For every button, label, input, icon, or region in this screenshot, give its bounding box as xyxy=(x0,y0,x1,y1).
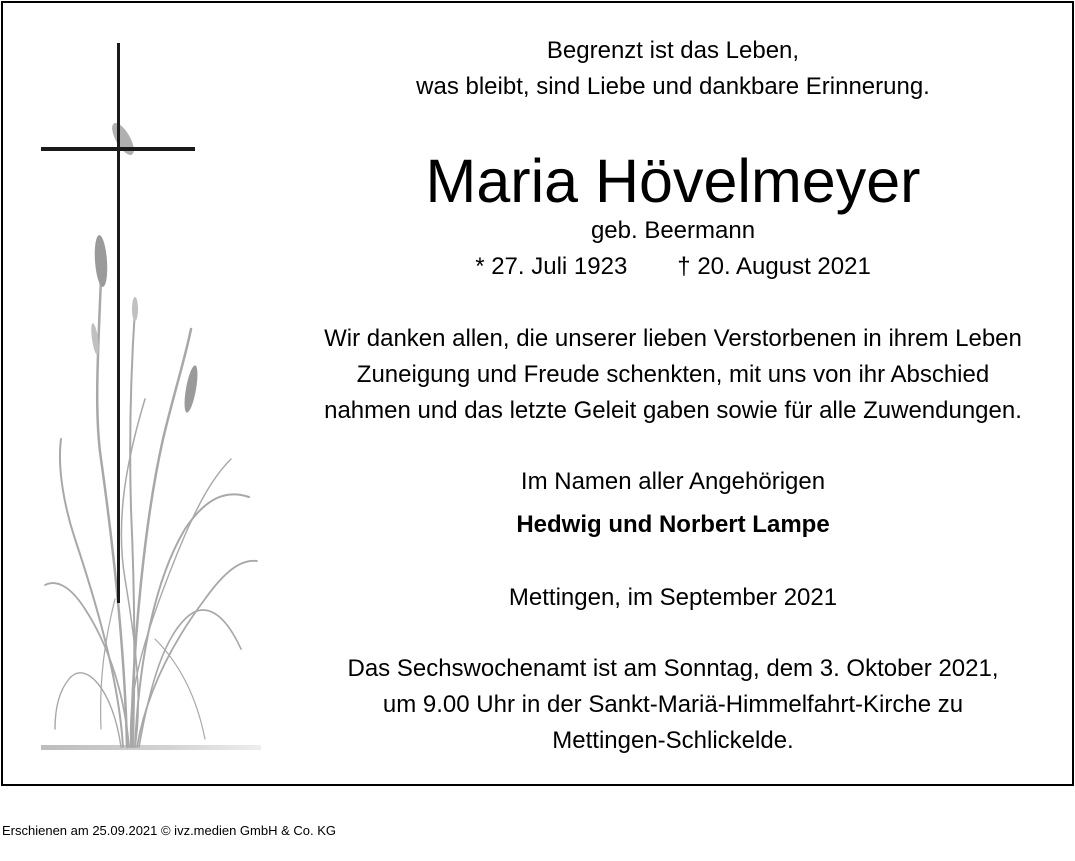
thanks-line: nahmen und das letzte Geleit gaben sowie für alle Zuwendungen. xyxy=(324,397,1022,424)
thanks-paragraph xyxy=(303,321,1043,429)
service-announcement xyxy=(303,651,1043,759)
obituary-notice xyxy=(1,1,1074,786)
service-line: Mettingen-Schlickelde. xyxy=(552,727,794,754)
deceased-name: Maria Hövelmeyer xyxy=(425,147,921,215)
birth-date: * 27. Juli 1923 xyxy=(475,253,628,280)
quote-line: was bleibt, sind Liebe und dankbare Erinnerung. xyxy=(416,73,930,100)
service-line: Das Sechswochenamt ist am Sonntag, dem 3. Oktober 2021, xyxy=(347,655,999,682)
cross-with-grain-icon xyxy=(35,39,267,755)
service-line: um 9.00 Uhr in der Sankt-Mariä-Himmelfahrt-Kirche zu xyxy=(382,691,964,718)
life-dates xyxy=(303,249,1043,285)
publication-footer: Erschienen am 25.09.2021 © ivz.medien GmbH & Co. KG xyxy=(2,823,337,838)
thanks-line: Wir danken allen, die unserer lieben Verstorbenen in ihrem Leben xyxy=(324,325,1022,352)
maiden-name: geb. Beermann xyxy=(590,217,756,244)
opening-quote xyxy=(303,33,1043,105)
quote-line: Begrenzt ist das Leben, xyxy=(546,37,800,64)
place-and-date: Mettingen, im September 2021 xyxy=(508,584,838,611)
signers-names: Hedwig und Norbert Lampe xyxy=(516,511,830,538)
signoff-text: Im Namen aller Angehörigen xyxy=(520,468,826,495)
death-date: † 20. August 2021 xyxy=(677,253,871,280)
thanks-line: Zuneigung und Freude schenkten, mit uns von ihr Abschied xyxy=(356,361,990,388)
